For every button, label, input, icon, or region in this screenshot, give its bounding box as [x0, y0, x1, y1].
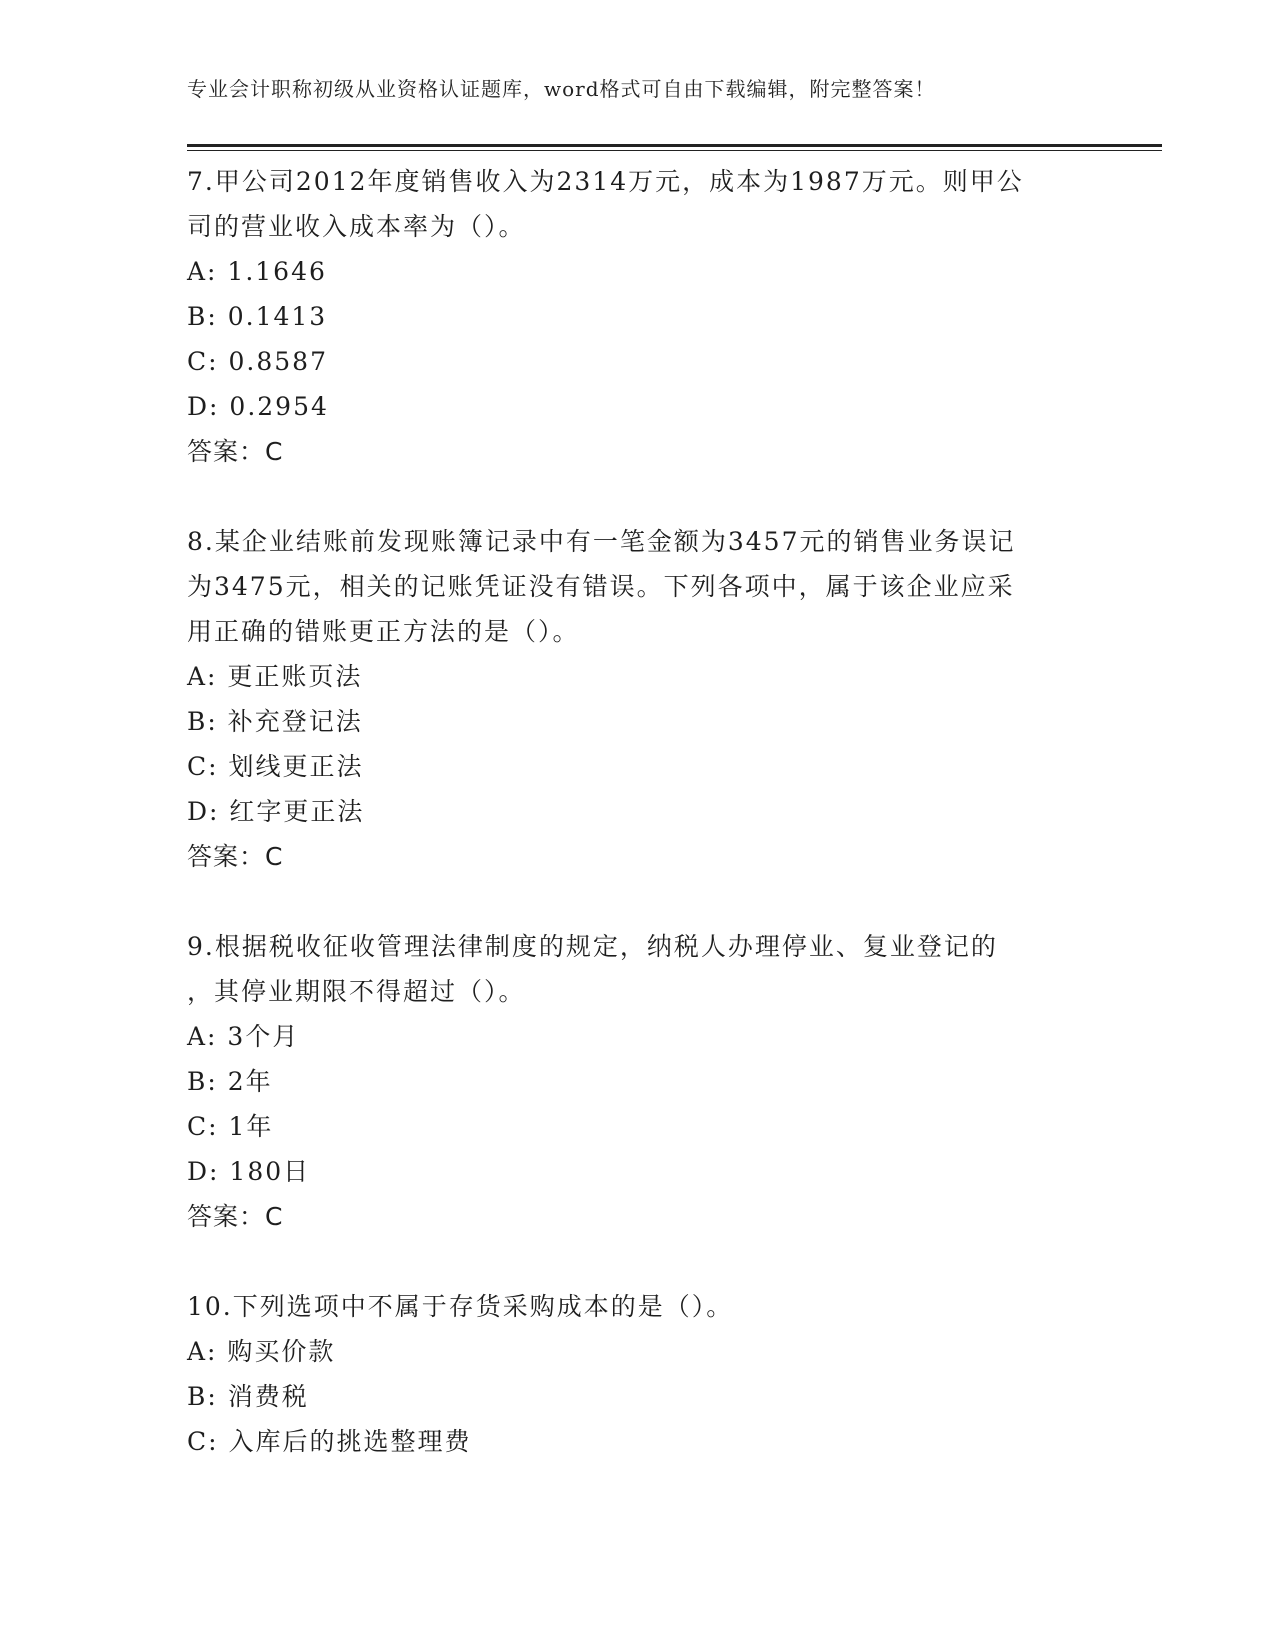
option-d: D: 红字更正法 [187, 797, 365, 826]
header-rule-thin [187, 150, 1162, 151]
option-d: D: 0.2954 [187, 392, 329, 421]
spacer [187, 474, 1087, 519]
option-c: C: 入库后的挑选整理费 [187, 1427, 472, 1456]
page-header: 专业会计职称初级从业资格认证题库，word格式可自由下载编辑，附完整答案！ [187, 77, 936, 101]
question-9 [187, 924, 1087, 1239]
option-b: B: 补充登记法 [187, 707, 363, 736]
option-a: A: 3个月 [187, 1022, 300, 1051]
answer: 答案：C [187, 437, 284, 466]
answer: 答案：C [187, 1202, 284, 1231]
question-stem-line: 8.某企业结账前发现账簿记录中有一笔金额为3457元的销售业务误记 [187, 527, 1016, 556]
question-list [187, 159, 1087, 1464]
option-d: D: 180日 [187, 1157, 311, 1186]
question-stem-line: 9.根据税收征收管理法律制度的规定，纳税人办理停业、复业登记的 [187, 932, 998, 961]
option-c: C: 1年 [187, 1112, 274, 1141]
question-stem-line: 为3475元，相关的记账凭证没有错误。下列各项中，属于该企业应采 [187, 572, 1015, 601]
question-7 [187, 159, 1087, 474]
question-stem-line: 7.甲公司2012年度销售收入为2314万元，成本为1987万元。则甲公 [187, 167, 1024, 196]
question-10 [187, 1284, 1087, 1464]
option-c: C: 0.8587 [187, 347, 328, 376]
question-stem-line: 用正确的错账更正方法的是（）。 [187, 617, 580, 646]
spacer [187, 1239, 1087, 1284]
option-a: A: 购买价款 [187, 1337, 336, 1366]
option-b: B: 2年 [187, 1067, 273, 1096]
option-b: B: 消费税 [187, 1382, 309, 1411]
question-stem-line: 10.下列选项中不属于存货采购成本的是（）。 [187, 1292, 734, 1321]
question-8 [187, 519, 1087, 879]
question-stem-line: 司的营业收入成本率为（）。 [187, 212, 526, 241]
question-stem-line: ，其停业期限不得超过（）。 [187, 977, 526, 1006]
option-b: B: 0.1413 [187, 302, 328, 331]
option-c: C: 划线更正法 [187, 752, 364, 781]
answer: 答案：C [187, 842, 284, 871]
option-a: A: 更正账页法 [187, 662, 363, 691]
option-a: A: 1.1646 [187, 257, 327, 286]
header-rule-thick [187, 144, 1162, 147]
spacer [187, 879, 1087, 924]
